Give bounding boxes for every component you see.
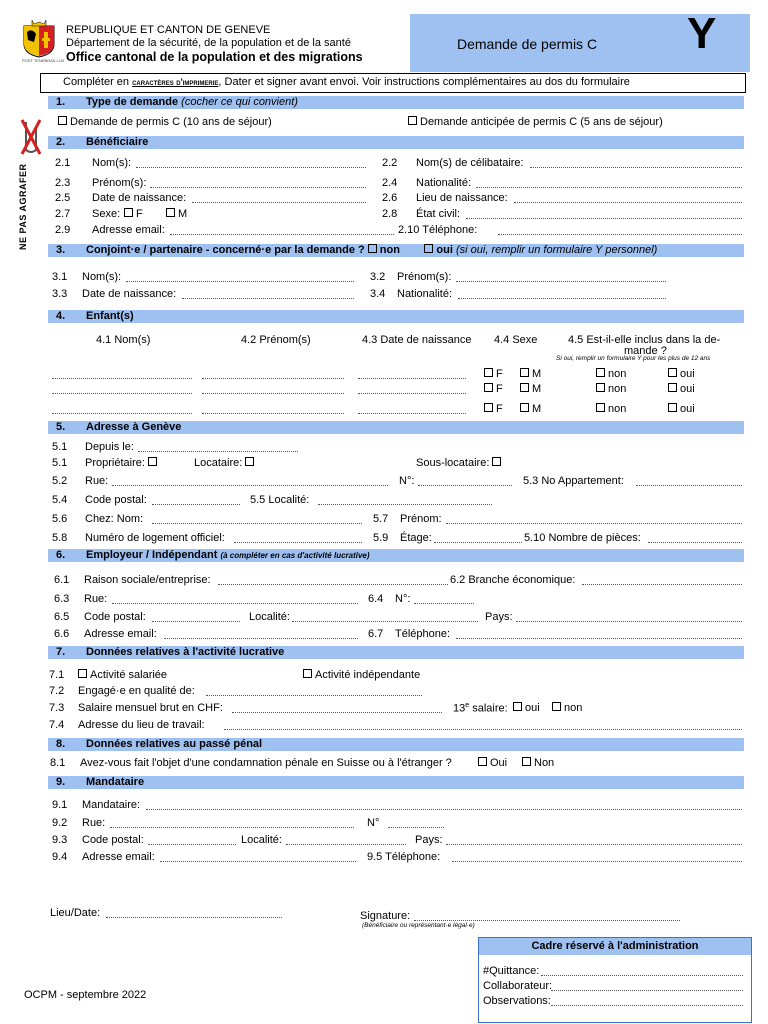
label-street: Rue: xyxy=(85,475,109,487)
input-employer-number[interactable] xyxy=(414,603,474,604)
admin-box xyxy=(478,937,752,1023)
field-number: 5.7 xyxy=(373,513,389,525)
checkbox[interactable] xyxy=(245,457,254,466)
label-apartment: 5.3 No Appartement: xyxy=(523,475,624,487)
child-included-no[interactable]: non xyxy=(596,368,626,380)
input-phone[interactable] xyxy=(498,234,742,235)
section-7-header: 7. Données relatives à l'activité lucrative xyxy=(48,646,744,659)
input-rep-street[interactable] xyxy=(110,827,354,828)
label-sex: Sexe: xyxy=(92,208,121,220)
input-employer-country[interactable] xyxy=(516,621,742,622)
permit-c-10-option[interactable]: Demande de permis C (10 ans de séjour) xyxy=(58,116,272,128)
label-rep-country: Pays: xyxy=(415,834,443,846)
child-input[interactable] xyxy=(202,413,344,414)
input-rep-country[interactable] xyxy=(446,844,742,845)
field-number: 2.8 xyxy=(382,208,398,220)
input-place-date[interactable] xyxy=(106,917,282,918)
field-number: 7.4 xyxy=(49,719,65,731)
label-phone: 2.10 Téléphone: xyxy=(398,224,478,236)
input-job-title[interactable] xyxy=(206,695,422,696)
input-maiden-name[interactable] xyxy=(530,167,742,168)
sex-f-option[interactable]: F xyxy=(124,208,143,220)
label-receipt: #Quittance: xyxy=(483,965,540,977)
field-number: 5.4 xyxy=(52,494,68,506)
checkbox[interactable] xyxy=(166,208,175,217)
checkbox[interactable] xyxy=(668,368,677,377)
section-1-header xyxy=(48,96,744,109)
field-number: 2.3 xyxy=(55,177,71,189)
label-work-address: Adresse du lieu de travail: xyxy=(78,719,205,731)
input-rep-email[interactable] xyxy=(160,861,356,862)
label-postcode: Code postal: xyxy=(85,494,147,506)
field-number: 6.1 xyxy=(54,574,70,586)
field-number: 7.2 xyxy=(49,685,65,697)
input-rep-postcode[interactable] xyxy=(148,844,236,845)
field-number: 5.6 xyxy=(52,513,68,525)
input-employer-phone[interactable] xyxy=(456,638,742,639)
input-spouse-name[interactable] xyxy=(126,281,354,282)
field-number: 9.3 xyxy=(52,834,68,846)
section-1-number: 1. xyxy=(56,96,66,108)
checkbox[interactable] xyxy=(596,403,605,412)
label-rep-postcode: Code postal: xyxy=(82,834,144,846)
label-employer-phone: Téléphone: xyxy=(395,628,451,640)
checkbox[interactable] xyxy=(522,757,531,766)
label-sector: 6.2 Branche économique: xyxy=(450,574,576,586)
label-employer-email: Adresse email: xyxy=(84,628,157,640)
child-included-yes[interactable]: oui xyxy=(668,403,695,415)
field-number: 3.2 xyxy=(370,271,386,283)
geneva-coat-of-arms xyxy=(22,18,56,58)
sex-m-option[interactable]: M xyxy=(166,208,187,220)
child-input[interactable] xyxy=(202,378,344,379)
input-company[interactable] xyxy=(218,584,448,585)
input-employer-postcode[interactable] xyxy=(152,621,240,622)
child-input[interactable] xyxy=(202,393,344,394)
input-since[interactable] xyxy=(138,451,298,452)
input-street[interactable] xyxy=(112,485,388,486)
children-col-birthdate: 4.3 Date de naissance xyxy=(362,334,472,346)
instructions-before: Compléter en xyxy=(63,76,133,88)
field-number: 2.7 xyxy=(55,208,71,220)
field-number: 3.4 xyxy=(370,288,386,300)
checkbox[interactable] xyxy=(124,208,133,217)
field-number: 2.9 xyxy=(55,224,71,236)
label-officer: Collaborateur: xyxy=(483,980,553,992)
label-criminal-record: Avez-vous fait l'objet d'une condamnation pénale en Suisse ou à l'étranger ? xyxy=(80,757,452,769)
independent-option[interactable]: Activité indépendante xyxy=(303,669,420,681)
input-rep-locality[interactable] xyxy=(286,844,406,845)
header-department: Département de la sécurité, de la population et de la santé xyxy=(66,37,351,49)
input-care-of-firstname[interactable] xyxy=(446,523,742,524)
section-6-title: Employeur / Indépendant (à compléter en cas d'activité lucrative) xyxy=(86,549,370,561)
input-official-housing-number[interactable] xyxy=(234,542,362,543)
child-sex-m[interactable]: M xyxy=(520,383,541,395)
input-employer-street[interactable] xyxy=(112,603,358,604)
label-name: Nom(s): xyxy=(92,157,132,169)
field-number: 5.9 xyxy=(373,532,389,544)
13th-salary-no[interactable]: non xyxy=(552,702,582,714)
child-sex-m[interactable]: M xyxy=(520,368,541,380)
input-birthdate[interactable] xyxy=(192,202,366,203)
label-observations: Observations: xyxy=(483,995,551,1007)
checkbox[interactable] xyxy=(303,669,312,678)
section-3-header: 3. Conjoint·e / partenaire - concerné·e par la demande ? non oui (si oui, remplir un formulaire Y personnel) xyxy=(48,244,744,257)
permit-c-5-option[interactable]: Demande anticipée de permis C (5 ans de séjour) xyxy=(408,116,663,128)
child-sex-f[interactable]: F xyxy=(484,403,503,415)
label-employer-postcode: Code postal: xyxy=(84,611,146,623)
checkbox[interactable] xyxy=(596,383,605,392)
label-spouse-nationality: Nationalité: xyxy=(397,288,453,300)
child-input[interactable] xyxy=(52,413,192,414)
instructions-emphasis: caractères d'imprimerie xyxy=(132,77,219,87)
input-civil-status[interactable] xyxy=(466,218,742,219)
header-office: Office cantonal de la population et des migrations xyxy=(66,50,363,64)
label-rep-phone: 9.5 Téléphone: xyxy=(367,851,441,863)
input-locality[interactable] xyxy=(318,504,492,505)
children-col-included: 4.5 Est-il-elle inclus dans la de- xyxy=(568,334,721,346)
field-number: 6.6 xyxy=(54,628,70,640)
criminal-yes[interactable]: Oui xyxy=(478,757,507,769)
label-rep-locality: Localité: xyxy=(241,834,282,846)
checkbox[interactable] xyxy=(513,702,522,711)
section-8-header: 8. Données relatives au passé pénal xyxy=(48,738,744,751)
label-maiden-name: Nom(s) de célibataire: xyxy=(416,157,524,169)
label-email: Adresse email: xyxy=(92,224,165,236)
criminal-no[interactable]: Non xyxy=(522,757,554,769)
field-number: 7.1 xyxy=(49,669,65,681)
field-number: 2.6 xyxy=(382,192,398,204)
child-sex-f[interactable]: F xyxy=(484,383,503,395)
child-sex-m[interactable]: M xyxy=(520,403,541,415)
label-civil-status: État civil: xyxy=(416,208,461,220)
section-9-header: 9. Mandataire xyxy=(48,776,744,789)
field-number: 6.3 xyxy=(54,593,70,605)
instructions-text xyxy=(63,76,630,88)
section-3-title: Conjoint·e / partenaire - concerné·e par la demande ? non oui (si oui, remplir un formulaire Y personnel) xyxy=(86,244,658,256)
label-rooms: 5.10 Nombre de pièces: xyxy=(524,532,641,544)
children-col-included-2: mande ? xyxy=(624,345,667,357)
field-number: 9.4 xyxy=(52,851,68,863)
input-postcode[interactable] xyxy=(152,504,240,505)
instructions-box xyxy=(40,73,746,93)
checkbox[interactable] xyxy=(492,457,501,466)
field-number: 8.1 xyxy=(50,757,66,769)
input-nationality[interactable] xyxy=(476,187,742,188)
form-title-box xyxy=(410,9,750,72)
section-4-header: 4. Enfant(s) xyxy=(48,310,744,323)
child-sex-f[interactable]: F xyxy=(484,368,503,380)
label-rep-email: Adresse email: xyxy=(82,851,155,863)
child-input[interactable] xyxy=(52,393,192,394)
child-input[interactable] xyxy=(358,378,466,379)
children-col-sex: 4.4 Sexe xyxy=(494,334,538,346)
label-employer-number: N°: xyxy=(395,593,411,605)
input-firstname[interactable] xyxy=(150,187,366,188)
13th-salary-yes[interactable]: oui xyxy=(513,702,540,714)
form-title: Demande de permis C xyxy=(457,36,598,52)
subtenant-option[interactable]: Sous-locataire: xyxy=(416,457,504,469)
label-floor: Étage: xyxy=(400,532,432,544)
input-floor[interactable] xyxy=(434,542,522,543)
field-number: 5.8 xyxy=(52,532,68,544)
children-col-firstname: 4.2 Prénom(s) xyxy=(241,334,311,346)
label-place-date: Lieu/Date: xyxy=(50,907,101,919)
input-spouse-nationality[interactable] xyxy=(458,298,666,299)
child-input[interactable] xyxy=(358,413,466,414)
input-spouse-firstname[interactable] xyxy=(456,281,666,282)
checkbox[interactable] xyxy=(478,757,487,766)
child-included-yes[interactable]: oui xyxy=(668,383,695,395)
label-care-of-name: Chez: Nom: xyxy=(85,513,144,525)
label-official-housing-number: Numéro de logement officiel: xyxy=(85,532,225,544)
label-13th-salary: 13e salaire: xyxy=(453,702,508,715)
field-number: 2.2 xyxy=(382,157,398,169)
child-included-no[interactable]: non xyxy=(596,403,626,415)
label-signature: Signature: xyxy=(360,910,411,922)
input-email[interactable] xyxy=(170,234,394,235)
label-employer-locality: Localité: xyxy=(249,611,290,623)
section-1-title: Type de demande (cocher ce qui convient) xyxy=(86,96,298,108)
tenant-option[interactable]: Locataire: xyxy=(194,457,257,469)
label-rep-number: N° xyxy=(367,817,380,829)
field-number: 7.3 xyxy=(49,702,65,714)
no-staple-icon xyxy=(20,118,42,156)
signature-note: (Bénéficiaire ou représentant·e légal·e) xyxy=(362,922,475,929)
salaried-option[interactable]: Activité salariée xyxy=(78,669,167,681)
checkbox[interactable] xyxy=(484,383,493,392)
checkbox[interactable] xyxy=(668,383,677,392)
label-locality: 5.5 Localité: xyxy=(250,494,310,506)
instructions-after: , Dater et signer avant envoi. Voir instructions complémentaires au dos du formulaire xyxy=(218,76,630,88)
section-6-header: 6. Employeur / Indépendant (à compléter en cas d'activité lucrative) xyxy=(48,549,744,562)
input-representative[interactable] xyxy=(146,809,742,810)
checkbox[interactable] xyxy=(148,457,157,466)
label-since: Depuis le: xyxy=(85,441,134,453)
label-spouse-birthdate: Date de naissance: xyxy=(82,288,177,300)
label-firstname: Prénom(s): xyxy=(92,177,147,189)
label-care-of-firstname: Prénom: xyxy=(400,513,442,525)
input-care-of-name[interactable] xyxy=(152,523,362,524)
checkbox[interactable] xyxy=(520,383,529,392)
checkbox[interactable] xyxy=(484,368,493,377)
section-2-header: 2. Bénéficiaire xyxy=(48,136,744,149)
checkbox[interactable] xyxy=(58,116,67,125)
input-employer-email[interactable] xyxy=(164,638,358,639)
field-number: 6.5 xyxy=(54,611,70,623)
label-company: Raison sociale/entreprise: xyxy=(84,574,211,586)
label-representative: Mandataire: xyxy=(82,799,141,811)
input-apartment[interactable] xyxy=(636,485,742,486)
child-input[interactable] xyxy=(52,378,192,379)
field-number: 2.5 xyxy=(55,192,71,204)
label-job-title: Engagé·e en qualité de: xyxy=(78,685,195,697)
label-spouse-firstname: Prénom(s): xyxy=(397,271,452,283)
owner-option[interactable]: Propriétaire: xyxy=(85,457,160,469)
checkbox[interactable] xyxy=(78,669,87,678)
field-number: 9.1 xyxy=(52,799,68,811)
input-signature[interactable] xyxy=(414,920,680,921)
field-number: 5.1 xyxy=(52,441,68,453)
checkbox[interactable] xyxy=(520,403,529,412)
spouse-yes-checkbox[interactable] xyxy=(424,244,433,253)
label-employer-country: Pays: xyxy=(485,611,513,623)
input-rooms[interactable] xyxy=(648,542,742,543)
input-street-number[interactable] xyxy=(418,485,512,486)
field-number: 2.4 xyxy=(382,177,398,189)
label-nationality: Nationalité: xyxy=(416,177,472,189)
field-number: 3.1 xyxy=(52,271,68,283)
spouse-no-checkbox[interactable] xyxy=(368,244,377,253)
label-birthplace: Lieu de naissance: xyxy=(416,192,508,204)
form-letter: Y xyxy=(687,9,717,58)
form-code: OCPM - septembre 2022 xyxy=(24,989,147,1001)
input-work-address[interactable] xyxy=(224,729,742,730)
input-name[interactable] xyxy=(136,167,366,168)
input-sector[interactable] xyxy=(582,584,742,585)
input-salary[interactable] xyxy=(232,712,442,713)
label-street-number: N°: xyxy=(399,475,415,487)
label-birthdate: Date de naissance: xyxy=(92,192,187,204)
children-col-note: Si oui, remplir un formulaire Y pour les plus de 12 ans xyxy=(556,355,711,362)
child-included-no[interactable]: non xyxy=(596,383,626,395)
admin-title: Cadre réservé à l'administration xyxy=(479,938,751,955)
field-number: 9.2 xyxy=(52,817,68,829)
input-birthplace[interactable] xyxy=(514,202,742,203)
section-5-header: 5. Adresse à Genève xyxy=(48,421,744,434)
checkbox[interactable] xyxy=(520,368,529,377)
input-observations[interactable] xyxy=(551,1005,743,1006)
checkbox[interactable] xyxy=(596,368,605,377)
input-rep-number[interactable] xyxy=(388,827,444,828)
no-staple-label: NE PAS AGRAFER xyxy=(18,163,28,250)
child-included-yes[interactable]: oui xyxy=(668,368,695,380)
field-number: 6.4 xyxy=(368,593,384,605)
field-number: 2.1 xyxy=(55,157,71,169)
input-rep-phone[interactable] xyxy=(452,861,742,862)
header-republic: REPUBLIQUE ET CANTON DE GENEVE xyxy=(66,24,271,36)
checkbox[interactable] xyxy=(552,702,561,711)
logo-motto: POST TENEBRAS LUX xyxy=(22,58,65,63)
label-spouse-name: Nom(s): xyxy=(82,271,122,283)
checkbox[interactable] xyxy=(484,403,493,412)
children-col-name: 4.1 Nom(s) xyxy=(96,334,151,346)
child-input[interactable] xyxy=(358,393,466,394)
input-receipt[interactable] xyxy=(541,975,743,976)
field-number: 5.2 xyxy=(52,475,68,487)
checkbox[interactable] xyxy=(408,116,417,125)
field-number: 5.1 xyxy=(52,457,68,469)
label-salary: Salaire mensuel brut en CHF: xyxy=(78,702,223,714)
field-number: 3.3 xyxy=(52,288,68,300)
input-officer[interactable] xyxy=(551,990,743,991)
field-number: 6.7 xyxy=(368,628,384,640)
input-spouse-birthdate[interactable] xyxy=(182,298,354,299)
input-employer-locality[interactable] xyxy=(292,621,478,622)
label-employer-street: Rue: xyxy=(84,593,108,605)
checkbox[interactable] xyxy=(668,403,677,412)
label-rep-street: Rue: xyxy=(82,817,106,829)
